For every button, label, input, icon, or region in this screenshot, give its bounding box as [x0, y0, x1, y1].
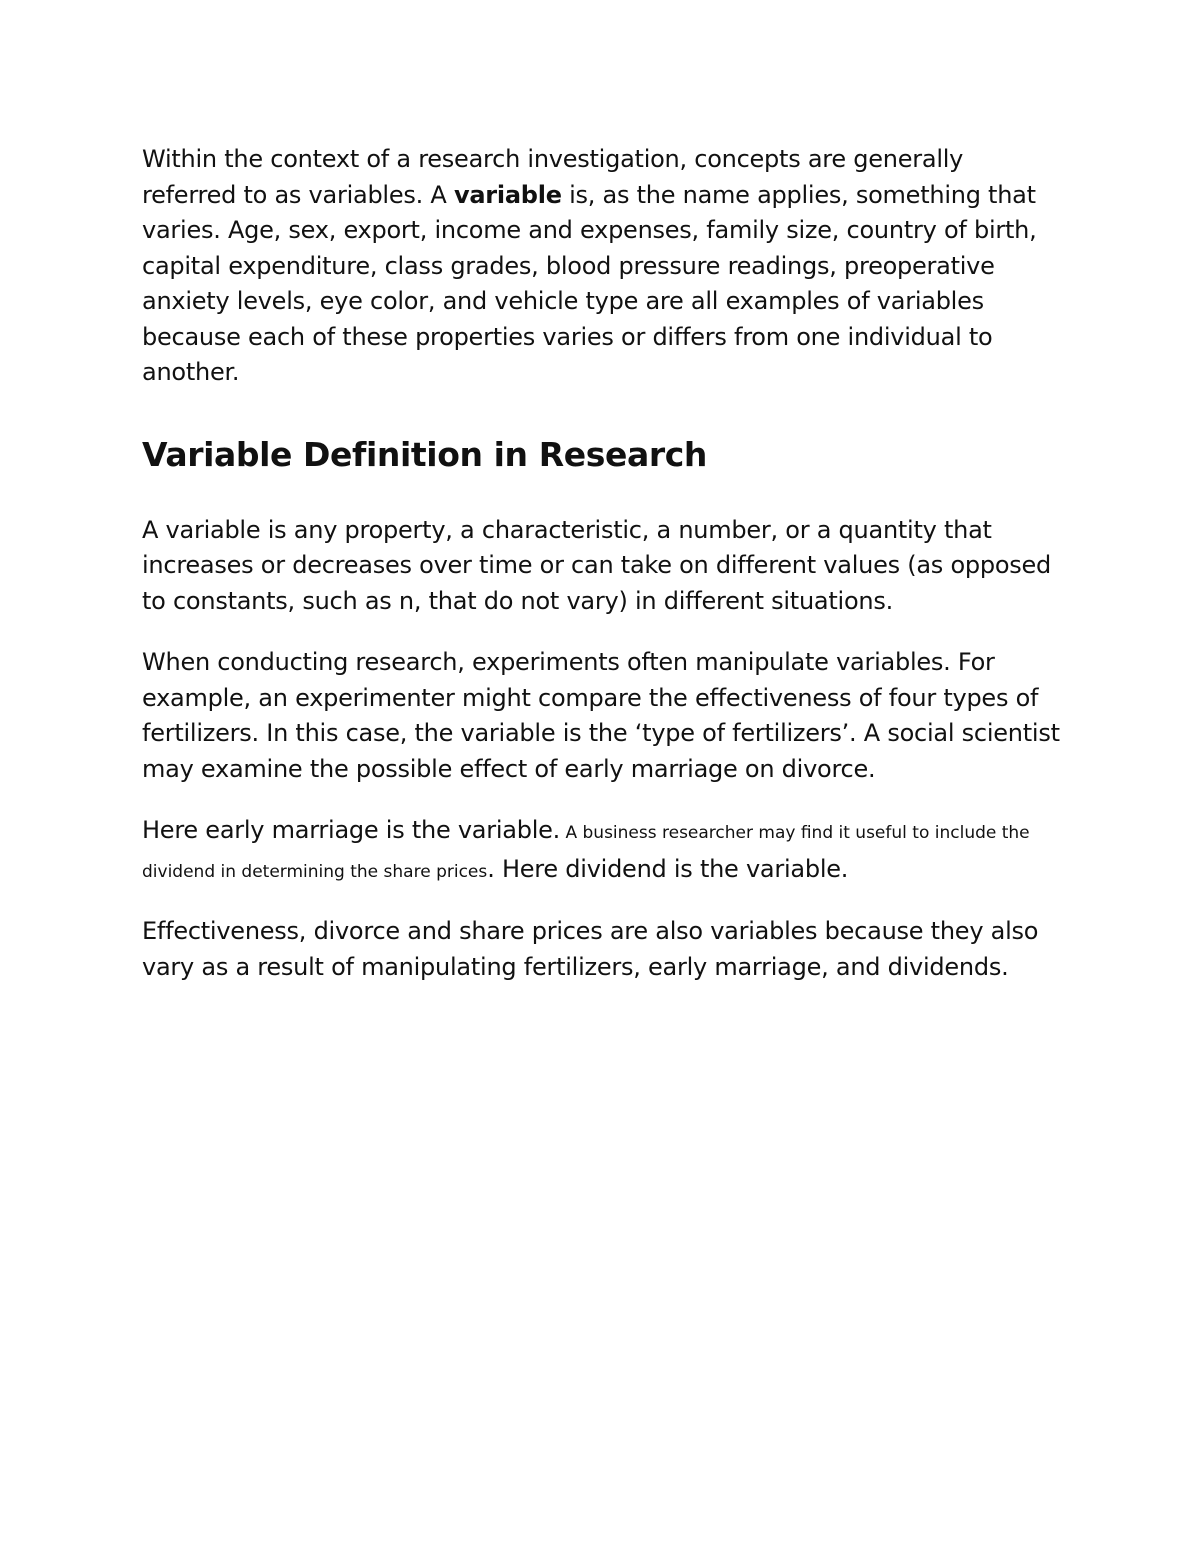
- variable-term: variable: [453, 180, 562, 209]
- intro-text-start: Within the context of a research investigation, concepts are generally referred to as variables. A: [142, 145, 964, 209]
- example-small-text: A business researcher may find it useful to include the dividend in determining the share prices: [142, 823, 1030, 882]
- example-paragraph: [142, 813, 1062, 890]
- example-text-end: . Here dividend is the variable.: [487, 854, 849, 883]
- intro-text-end: is, as the name applies, something that varies. Age, sex, export, income and expenses, family size, country of birth, capital expenditure, class grades, blood pressure readings, preoperative anxiety levels, eye color, and vehicle type are all examples of variables because each of these properties varies or differs from one individual to another.: [142, 180, 1037, 386]
- experiment-paragraph: When conducting research, experiments often manipulate variables. For example, an experimenter might compare the effectiveness of four types of fertilizers. In this case, the variable is the ‘type of fertilizers’. A social scientist may examine the possible effect of early marriage on divorce.: [142, 648, 1060, 783]
- definition-paragraph: A variable is any property, a characteristic, a number, or a quantity that increases or decreases over time or can take on different values (as opposed to constants, such as n, that do not vary) in different situations.: [142, 515, 1052, 615]
- document-body: [142, 142, 1062, 985]
- example-text-start: Here early marriage is the variable.: [142, 816, 561, 844]
- conclusion-paragraph: Effectiveness, divorce and share prices are also variables because they also vary as a result of manipulating fertilizers, early marriage, and dividends.: [142, 917, 1039, 981]
- intro-paragraph: [142, 142, 1062, 391]
- section-heading: Variable Definition in Research: [142, 434, 707, 474]
